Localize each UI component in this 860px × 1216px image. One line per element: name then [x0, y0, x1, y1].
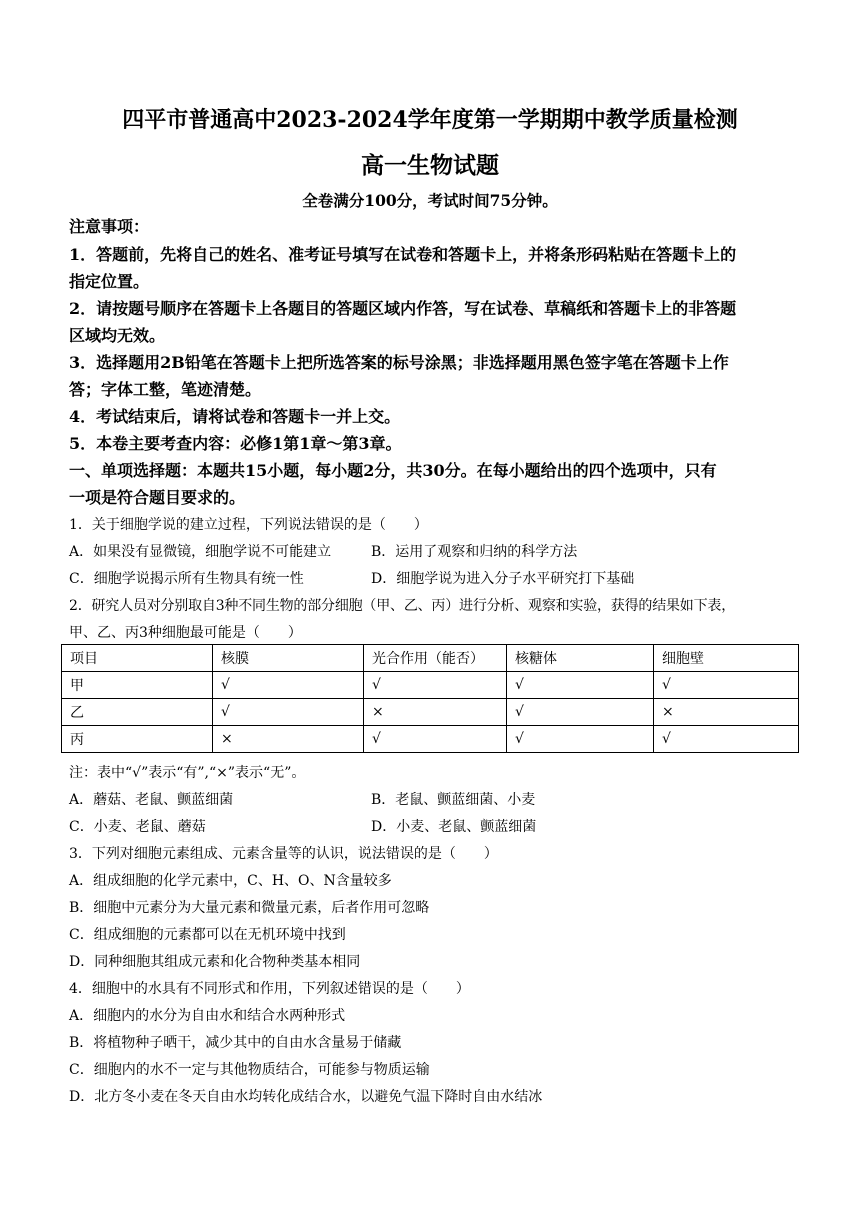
q4-option-c: C．细胞内的水不一定与其他物质结合，可能参与物质运输: [69, 1062, 430, 1078]
q1-option-a: A．如果没有显微镜，细胞学说不可能建立: [69, 544, 332, 560]
q4-option-a: A．细胞内的水分为自由水和结合水两种形式: [69, 1008, 346, 1024]
table-cell: √: [213, 699, 364, 726]
q2-option-b: B．老鼠、颤蓝细菌、小麦: [371, 792, 536, 808]
notice-line: 2．请按题号顺序在答题卡上各题目的答题区域内作答，写在试卷、草稿纸和答题卡上的非答题: [69, 299, 737, 318]
table-cell: 甲: [62, 672, 213, 699]
table-cell: √: [364, 726, 507, 753]
table-header-cell: 细胞壁: [654, 645, 799, 672]
table-cell: √: [654, 726, 799, 753]
q2-option-d: D．小麦、老鼠、颤蓝细菌: [371, 819, 537, 835]
q2-option-a: A．蘑菇、老鼠、颤蓝细菌: [69, 792, 234, 808]
table-cell: √: [364, 672, 507, 699]
q2-stem-cont: 甲、乙、丙3种细胞最可能是（ ）: [69, 625, 302, 641]
table-cell: 丙: [62, 726, 213, 753]
q3-stem: 3．下列对细胞元素组成、元素含量等的认识，说法错误的是（ ）: [69, 846, 498, 862]
table-header-cell: 核膜: [213, 645, 364, 672]
notice-line: 指定位置。: [69, 272, 150, 291]
q1-stem: 1．关于细胞学说的建立过程，下列说法错误的是（ ）: [69, 517, 428, 533]
notice-line: 5．本卷主要考查内容：必修1第1章～第3章。: [69, 434, 402, 453]
table-cell: √: [507, 699, 654, 726]
notice-line: 1．答题前，先将自己的姓名、准考证号填写在试卷和答题卡上，并将条形码粘贴在答题卡上的: [69, 245, 737, 264]
table-header-cell: 光合作用（能否）: [364, 645, 507, 672]
table-cell: √: [213, 672, 364, 699]
q2-option-c: C．小麦、老鼠、蘑菇: [69, 819, 206, 835]
results-table: [61, 644, 799, 753]
q4-option-d: D．北方冬小麦在冬天自由水均转化成结合水，以避免气温下降时自由水结冰: [69, 1089, 543, 1105]
table-cell: ×: [364, 699, 507, 726]
q3-option-b: B．细胞中元素分为大量元素和微量元素，后者作用可忽略: [69, 900, 430, 916]
table-header-cell: 项目: [62, 645, 213, 672]
table-note: 注：表中“√”表示“有”,“×”表示“无”。: [69, 765, 306, 781]
table-cell: √: [654, 672, 799, 699]
table-header-row: [62, 645, 799, 672]
notice-line: 4．考试结束后，请将试卷和答题卡一并上交。: [69, 407, 401, 426]
score-note: 全卷满分100分，考试时间75分钟。: [302, 191, 558, 210]
notice-line: 3．选择题用2B铅笔在答题卡上把所选答案的标号涂黑；非选择题用黑色签字笔在答题卡上作: [69, 353, 729, 372]
table-header-cell: 核糖体: [507, 645, 654, 672]
q1-option-c: C．细胞学说揭示所有生物具有统一性: [69, 571, 304, 587]
q3-option-c: C．组成细胞的元素都可以在无机环境中找到: [69, 927, 346, 943]
notice-heading: 注意事项：: [69, 217, 150, 236]
table-cell: √: [507, 726, 654, 753]
table-row: [62, 672, 799, 699]
q2-stem: 2．研究人员对分别取自3种不同生物的部分细胞（甲、乙、丙）进行分析、观察和实验，获得的结果如下表，: [69, 598, 736, 614]
exam-subtitle: 高一生物试题: [361, 152, 499, 179]
section-heading: 一项是符合题目要求的。: [69, 488, 246, 507]
q4-option-b: B．将植物种子晒干，减少其中的自由水含量易于储藏: [69, 1035, 402, 1051]
table-cell: ×: [213, 726, 364, 753]
q3-option-a: A．组成细胞的化学元素中，C、H、O、N含量较多: [69, 873, 392, 889]
q1-option-d: D．细胞学说为进入分子水平研究打下基础: [371, 571, 635, 587]
notice-line: 答；字体工整，笔迹清楚。: [69, 380, 262, 399]
exam-title: 四平市普通高中2023-2024学年度第一学期期中教学质量检测: [122, 107, 738, 133]
table-cell: ×: [654, 699, 799, 726]
notice-line: 区域均无效。: [69, 326, 166, 345]
q1-option-b: B．运用了观察和归纳的科学方法: [371, 544, 578, 560]
table-cell: √: [507, 672, 654, 699]
table-row: [62, 726, 799, 753]
table-row: [62, 699, 799, 726]
table-cell: 乙: [62, 699, 213, 726]
q4-stem: 4．细胞中的水具有不同形式和作用，下列叙述错误的是（ ）: [69, 981, 470, 997]
q3-option-d: D．同种细胞其组成元素和化合物种类基本相同: [69, 954, 361, 970]
section-heading: 一、单项选择题：本题共15小题，每小题2分，共30分。在每小题给出的四个选项中，只有: [69, 461, 717, 480]
